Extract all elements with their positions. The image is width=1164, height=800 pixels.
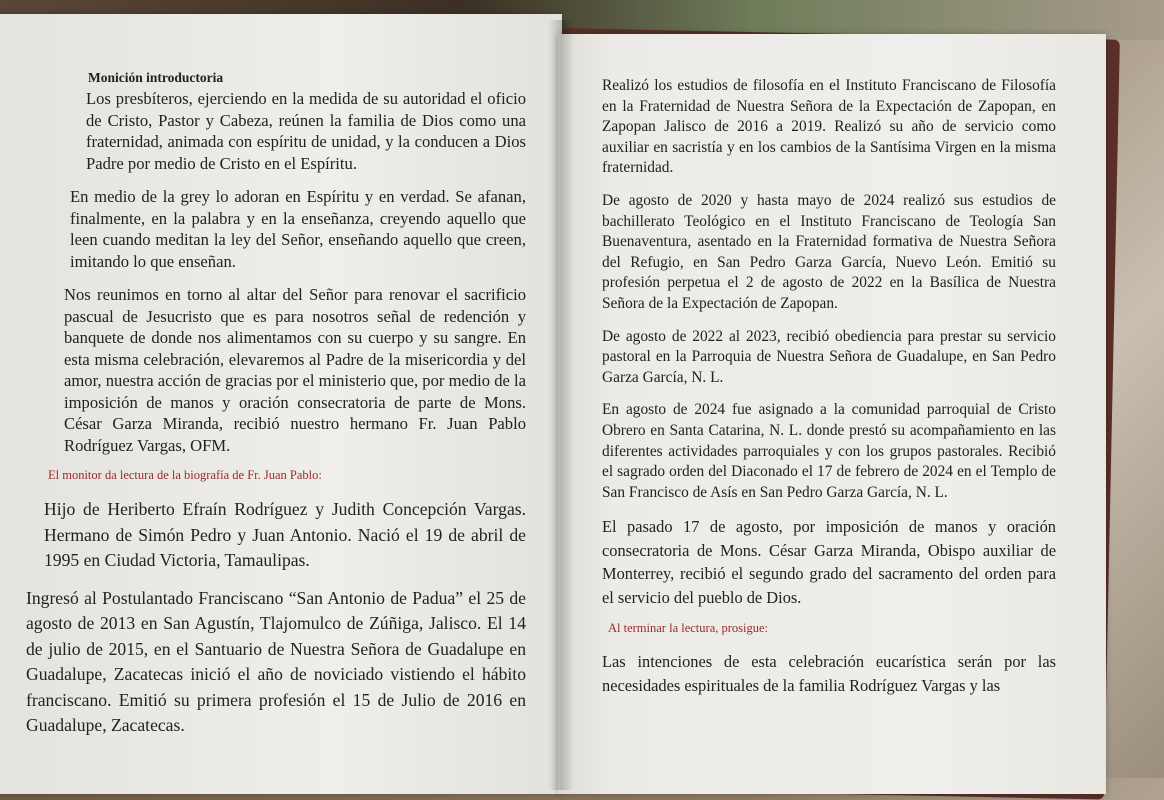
rubric-after-reading: Al terminar la lectura, prosigue: — [608, 621, 769, 636]
left-page — [0, 14, 562, 794]
paragraph-philosophy: Realizó los estudios de filosofía en el Instituto Franciscano de Filosofía en la Fraternidad de Nuestra Señora de la Expectación de Zapopan, en Zapopan Jalisco de 2016 a 2019. Realizó su año de servicio como auxiliar en sacristía y en los cambios de la Santísima Virgen en la misma fraternidad. — [602, 77, 1056, 177]
book-gutter-shadow — [548, 20, 574, 790]
right-page — [558, 34, 1106, 794]
paragraph-ordination: El pasado 17 de agosto, por imposición de manos y oración consecratoria de Mons. César Garza Miranda, Obispo auxiliar de Monterrey, recibió el segundo grado del sacramento del orden para el servicio del pueblo de Dios. — [602, 517, 1056, 607]
paragraph-theology: De agosto de 2020 y hasta mayo de 2024 realizó sus estudios de bachillerato Teológico en el Instituto Franciscano de Teología San Buenaventura, asentado en la Fraternidad formativa de Nuestra Señora del Refugio, en San Pedro Garza García, Nuevo León. Emitió su profesión perpetua el 2 de agosto de 2022 en la Basílica de Nuestra Señora de la Expectación de Zapopan. — [602, 191, 1056, 312]
paragraph-biography-birth: Hijo de Heriberto Efraín Rodríguez y Judith Concepción Vargas. Hermano de Simón Pedro y Juan Antonio. Nació el 19 de abril de 1995 en Ciudad Victoria, Tamaulipas. — [44, 499, 526, 570]
section-heading: Monición introductoria — [88, 70, 224, 85]
paragraph-obedience: De agosto de 2022 al 2023, recibió obediencia para prestar su servicio pastoral en la Parroquia de Nuestra Señora de Guadalupe, en San Pedro Garza García, N. L. — [602, 327, 1056, 386]
paragraph-cristo-obrero: En agosto de 2024 fue asignado a la comunidad parroquial de Cristo Obrero en Santa Catarina, N. L. donde prestó su acompañamiento en las diferentes actividades parroquiales y con los grupos pastorales. Recibió el sagrado orden del Diaconado el 17 de febrero de 2024 en el Templo de San Francisco de Asís en San Pedro Garza García, N. L. — [602, 401, 1056, 501]
paragraph-biography-postulancy: Ingresó al Postulantado Franciscano “San Antonio de Padua” el 25 de agosto de 2013 en San Agustín, Tlajomulco de Zúñiga, Jalisco. El 14 de julio de 2015, en el Santuario de Nuestra Señora de Guadalupe en Guadalupe, Zacatecas inició el año de noviciado vistiendo el hábito franciscano. Emitió su primera profesión el 15 de Julio de 2016 en Guadalupe, Zacatecas. — [26, 587, 526, 735]
rubric-monitor: El monitor da lectura de la biografía de Fr. Juan Pablo: — [48, 468, 322, 482]
paragraph-altar: Nos reunimos en torno al altar del Señor para renovar el sacrificio pascual de Jesucristo que es para nosotros señal de redención y banquete de donde nos alimentamos con su cuerpo y su sangre. En esta misma celebración, elevaremos al Padre de la misericordia y del amor, nuestra acción de gracias por el ministerio que, por medio de la imposición de manos y oración consecratoria de parte de Mons. César Garza Miranda, recibió nuestro hermano Fr. Juan Pablo Rodríguez Vargas, OFM. — [64, 285, 526, 455]
paragraph-grey: En medio de la grey lo adoran en Espíritu y en verdad. Se afanan, finalmente, en la palabra y en la enseñanza, creyendo aquello que leen cuando meditan la ley del Señor, enseñando aquello que creen, imitando lo que enseñan. — [70, 187, 526, 271]
paragraph-intentions: Las intenciones de esta celebración eucarística serán por las necesidades espirituales de la familia Rodríguez Vargas y las — [602, 652, 1056, 695]
paragraph-presbiteros: Los presbíteros, ejerciendo en la medida de su autoridad el oficio de Cristo, Pastor y Cabeza, reúnen la familia de Dios como una fraternidad, animada con espíritu de unidad, y la conducen a Dios Padre por medio de Cristo en el Espíritu. — [86, 89, 526, 173]
